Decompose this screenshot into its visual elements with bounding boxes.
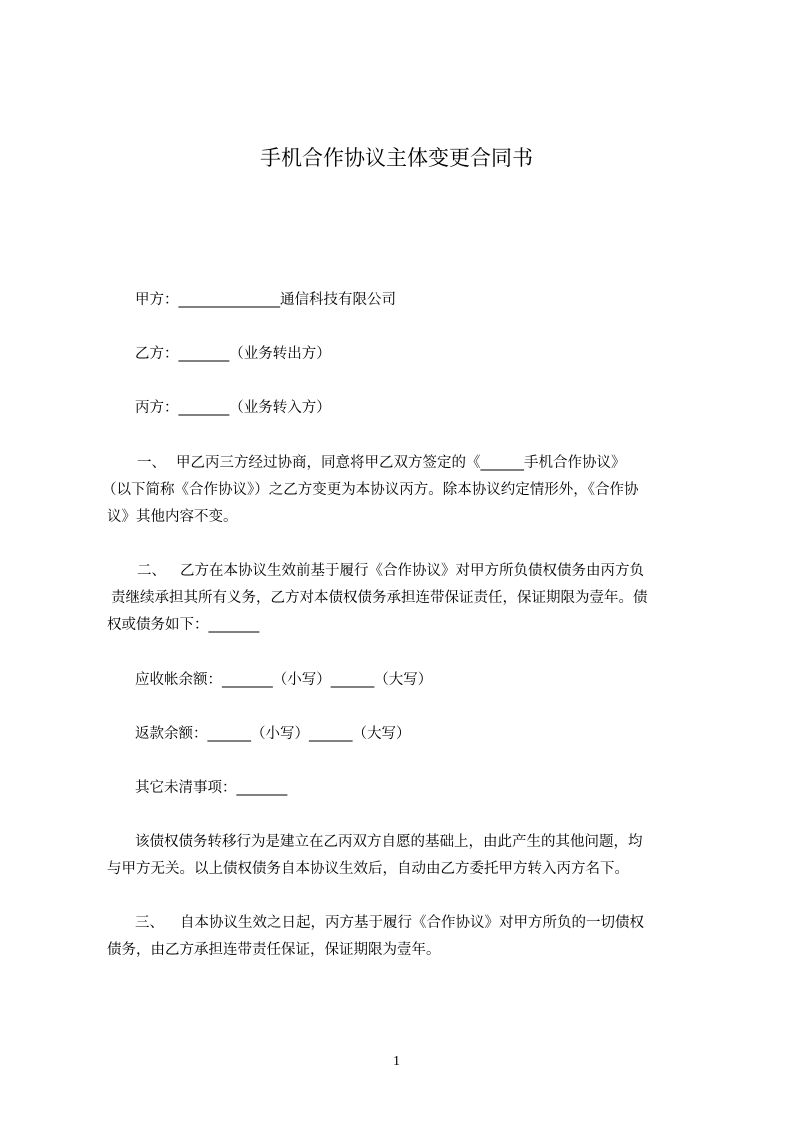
clause-1-line: 甲乙丙三方经过协商，同意将甲乙双方签定的《______手机合作协议》: [176, 455, 626, 471]
clause-3-line: 自本协议生效之日起，丙方基于履行《合作协议》对甲方所负的一切债权: [180, 915, 644, 931]
other-outstanding: 其它未清事项：_______: [135, 780, 288, 796]
clause-2-line: 责继续承担其所有义务，乙方对本债权债务承担连带保证责任，保证期限为壹年。债: [111, 590, 648, 606]
party-b: 乙方：_______（业务转出方）: [135, 346, 331, 362]
clause-2-line: 权或债务如下：_______: [107, 617, 260, 633]
party-c: 丙方：_______（业务转入方）: [135, 400, 331, 416]
clause-3-line: 债务，由乙方承担连带责任保证，保证期限为壹年。: [107, 942, 441, 958]
clause-3-number: 三、: [135, 915, 164, 931]
clause-1-line: （以下简称《合作协议》）之乙方变更为本协议丙方。除本协议约定情形外，《合作协: [102, 482, 639, 498]
receivable-balance: 应收帐余额：_______（小写）______（大写）: [135, 672, 433, 688]
transfer-line: 与甲方无关。以上债权债务自本协议生效后，自动由乙方委托甲方转入丙方名下。: [107, 861, 629, 877]
transfer-line: 该债权债务转移行为是建立在乙丙双方自愿的基础上，由此产生的其他问题，均: [135, 834, 643, 850]
page-number: 1: [393, 1054, 400, 1069]
document-title: 手机合作协议主体变更合同书: [260, 146, 533, 170]
clause-1-number: 一、: [137, 455, 166, 471]
clause-1-line: 议》其他内容不变。: [107, 509, 238, 525]
clause-2-line: 乙方在本协议生效前基于履行《合作协议》对甲方所负债权债务由丙方负: [180, 563, 644, 579]
party-a: 甲方：______________通信科技有限公司: [135, 292, 396, 308]
clause-2-number: 二、: [137, 563, 166, 579]
refund-balance: 返款余额：______（小写）______（大写）: [135, 726, 411, 742]
